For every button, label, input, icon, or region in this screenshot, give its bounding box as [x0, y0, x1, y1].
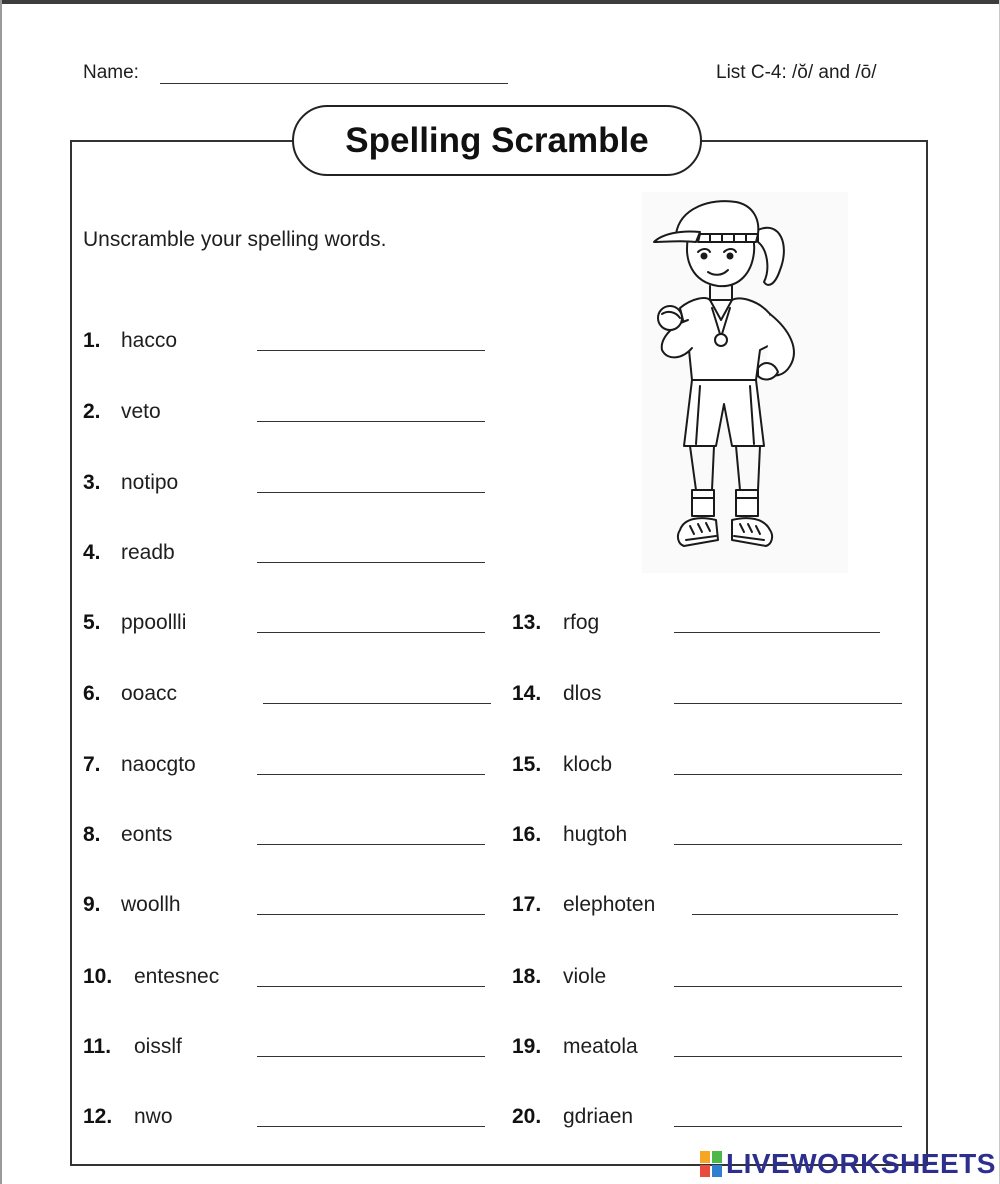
scrambled-word: nwo: [134, 1105, 173, 1128]
item-number: 6.: [83, 682, 101, 705]
item-number: 17.: [512, 893, 542, 916]
answer-blank[interactable]: [257, 914, 485, 915]
answer-blank[interactable]: [257, 844, 485, 845]
answer-blank[interactable]: [257, 632, 485, 633]
worksheet-title-text: Spelling Scramble: [345, 120, 649, 160]
softball-girl-illustration: [640, 190, 850, 575]
answer-blank[interactable]: [692, 914, 898, 915]
scrambled-word: hacco: [121, 329, 178, 352]
liveworksheets-logo-icon: [700, 1151, 722, 1177]
item-number: 11.: [83, 1035, 112, 1058]
worksheet-title: [292, 105, 702, 176]
scrambled-word: hugtoh: [563, 823, 628, 846]
item-number: 15.: [512, 753, 542, 776]
answer-blank[interactable]: [257, 421, 485, 422]
name-label: Name:: [83, 62, 139, 83]
item-number: 19.: [512, 1035, 542, 1058]
item-number: 20.: [512, 1105, 542, 1128]
scrambled-word: entesnec: [134, 965, 220, 988]
item-number: 9.: [83, 893, 101, 916]
scrambled-word: eonts: [121, 823, 173, 846]
scrambled-word: gdriaen: [563, 1105, 634, 1128]
answer-blank[interactable]: [674, 703, 902, 704]
scrambled-word: oisslf: [134, 1035, 182, 1058]
item-number: 7.: [83, 753, 101, 776]
answer-blank[interactable]: [257, 1056, 485, 1057]
watermark-text: LIVEWORKSHEETS: [726, 1148, 996, 1179]
answer-blank[interactable]: [674, 844, 902, 845]
scrambled-word: dlos: [563, 682, 602, 705]
scrambled-word: meatola: [563, 1035, 638, 1058]
scrambled-word: woollh: [121, 893, 181, 916]
item-number: 4.: [83, 541, 101, 564]
scrambled-word: rfog: [563, 611, 600, 634]
name-answer-line[interactable]: [160, 83, 508, 84]
liveworksheets-watermark: [700, 1148, 996, 1180]
answer-blank[interactable]: [674, 774, 902, 775]
scrambled-word: ppoollli: [121, 611, 187, 634]
answer-blank[interactable]: [257, 774, 485, 775]
answer-blank[interactable]: [263, 703, 491, 704]
answer-blank[interactable]: [257, 492, 485, 493]
top-border: [0, 0, 1000, 4]
answer-blank[interactable]: [674, 632, 880, 633]
item-number: 13.: [512, 611, 542, 634]
answer-blank[interactable]: [674, 1126, 902, 1127]
scrambled-word: naocgto: [121, 753, 196, 776]
item-number: 18.: [512, 965, 542, 988]
list-label: List C-4: /ŏ/ and /ō/: [716, 62, 877, 83]
item-number: 8.: [83, 823, 101, 846]
left-edge: [0, 0, 2, 1184]
scrambled-word: klocb: [563, 753, 613, 776]
item-number: 3.: [83, 471, 101, 494]
scrambled-word: veto: [121, 400, 161, 423]
item-number: 5.: [83, 611, 101, 634]
answer-blank[interactable]: [674, 986, 902, 987]
answer-blank[interactable]: [257, 350, 485, 351]
answer-blank[interactable]: [257, 986, 485, 987]
item-number: 12.: [83, 1105, 113, 1128]
answer-blank[interactable]: [674, 1056, 902, 1057]
item-number: 10.: [83, 965, 113, 988]
answer-blank[interactable]: [257, 562, 485, 563]
item-number: 2.: [83, 400, 101, 423]
item-number: 16.: [512, 823, 542, 846]
instructions: Unscramble your spelling words.: [83, 228, 387, 251]
item-number: 1.: [83, 329, 101, 352]
answer-blank[interactable]: [257, 1126, 485, 1127]
scrambled-word: viole: [563, 965, 607, 988]
scrambled-word: elephoten: [563, 893, 656, 916]
scrambled-word: readb: [121, 541, 175, 564]
scrambled-word: ooacc: [121, 682, 178, 705]
scrambled-word: notipo: [121, 471, 179, 494]
item-number: 14.: [512, 682, 542, 705]
